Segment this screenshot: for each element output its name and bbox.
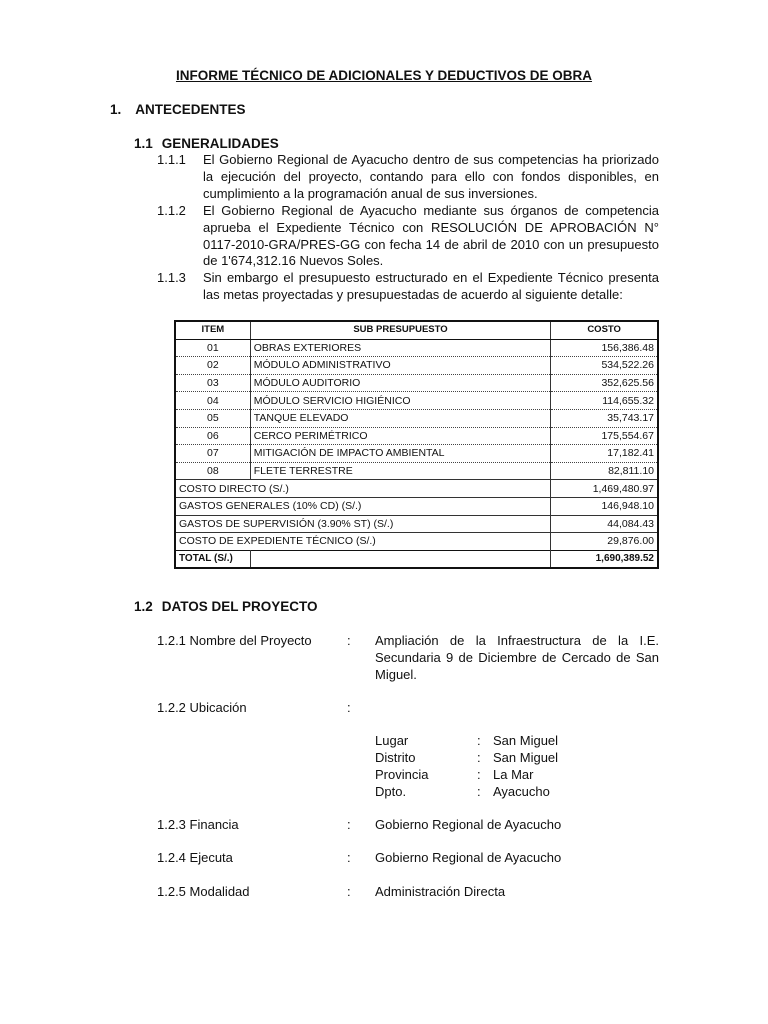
total-blank (250, 550, 551, 568)
total-row (175, 550, 658, 568)
row-colon: : (347, 884, 351, 899)
paragraph-number: 1.1.2 (157, 203, 186, 218)
summary-label: GASTOS DE SUPERVISIÓN (3.90% ST) (S/.) (175, 515, 551, 533)
row-colon: : (347, 700, 351, 715)
row-value: Gobierno Regional de Ayacucho (375, 817, 562, 832)
summary-cost: 44,084.43 (551, 515, 658, 533)
location-colon: : (477, 784, 481, 799)
cell-item: 05 (175, 409, 250, 427)
row-label: 1.2.5 Modalidad (157, 884, 250, 899)
table-header-row (175, 321, 658, 339)
location-key: Provincia (375, 767, 429, 782)
location-value: La Mar (493, 767, 534, 782)
location-value: Ayacucho (493, 784, 550, 799)
row-value: Ampliación de la Infraestructura de la I.E. Secundaria 9 de Diciembre de Cercado de San Miguel. (375, 633, 659, 682)
location-value: San Miguel (493, 750, 559, 765)
location-colon: : (477, 733, 481, 748)
paragraph-text: El Gobierno Regional de Ayacucho dentro de sus competencias ha priorizado la ejecución del proyecto, contando para ello con fondos disponibles, en cumplimiento a la programación anual de sus inversiones. (203, 152, 659, 201)
table-row (175, 339, 658, 357)
cell-item: 03 (175, 374, 250, 392)
cell-item: 06 (175, 427, 250, 445)
location-key: Distrito (375, 750, 416, 765)
summary-cost: 1,469,480.97 (551, 480, 658, 498)
row-label: 1.2.2 Ubicación (157, 700, 247, 715)
section-heading-antecedentes (110, 102, 246, 117)
row-label: 1.2.1 Nombre del Proyecto (157, 633, 312, 648)
cell-desc: MITIGACIÓN DE IMPACTO AMBIENTAL (250, 445, 551, 463)
cell-desc: TANQUE ELEVADO (250, 409, 551, 427)
cell-desc: MÓDULO SERVICIO HIGIÉNICO (250, 392, 551, 410)
paragraph-number: 1.1.3 (157, 270, 186, 285)
location-key: Lugar (375, 733, 409, 748)
cell-cost: 175,554.67 (551, 427, 658, 445)
total-cost: 1,690,389.52 (551, 550, 658, 568)
cell-desc: CERCO PERIMÉTRICO (250, 427, 551, 445)
subsection-number: 1.1 (134, 136, 153, 151)
cell-desc: MÓDULO ADMINISTRATIVO (250, 357, 551, 375)
row-label: 1.2.3 Financia (157, 817, 239, 832)
location-colon: : (477, 750, 481, 765)
cell-cost: 534,522.26 (551, 357, 658, 375)
section-number: 1. (110, 102, 122, 117)
table-row (175, 409, 658, 427)
cell-cost: 352,625.56 (551, 374, 658, 392)
cell-cost: 156,386.48 (551, 339, 658, 357)
cell-desc: OBRAS EXTERIORES (250, 339, 551, 357)
row-value: Administración Directa (375, 884, 506, 899)
cell-desc: FLETE TERRESTRE (250, 462, 551, 480)
summary-cost: 146,948.10 (551, 497, 658, 515)
cell-item: 04 (175, 392, 250, 410)
budget-table (174, 320, 659, 569)
table-row (175, 357, 658, 375)
subsection-number: 1.2 (134, 599, 153, 614)
cell-desc: MÓDULO AUDITORIO (250, 374, 551, 392)
summary-label: GASTOS GENERALES (10% CD) (S/.) (175, 497, 551, 515)
table-row (175, 374, 658, 392)
subsection-heading-datos-proyecto (134, 599, 318, 614)
subsection-title: DATOS DEL PROYECTO (161, 599, 318, 614)
table-row (175, 462, 658, 480)
paragraph-text: Sin embargo el presupuesto estructurado en el Expediente Técnico presenta las metas proyectadas y presupuestadas de acuerdo al siguiente detalle: (203, 270, 659, 302)
table-row (175, 445, 658, 463)
header-item: ITEM (175, 321, 250, 339)
cell-item: 02 (175, 357, 250, 375)
cell-cost: 82,811.10 (551, 462, 658, 480)
paragraph-1-1-3 (157, 270, 659, 304)
row-colon: : (347, 817, 351, 832)
summary-row (175, 497, 658, 515)
cell-item: 07 (175, 445, 250, 463)
paragraph-number: 1.1.1 (157, 152, 186, 167)
row-colon: : (347, 850, 351, 865)
summary-cost: 29,876.00 (551, 533, 658, 551)
cell-item: 01 (175, 339, 250, 357)
location-colon: : (477, 767, 481, 782)
row-label: 1.2.4 Ejecuta (157, 850, 233, 865)
subsection-title: GENERALIDADES (161, 136, 279, 151)
location-value: San Miguel (493, 733, 559, 748)
header-costo: COSTO (551, 321, 658, 339)
summary-label: COSTO DE EXPEDIENTE TÉCNICO (S/.) (175, 533, 551, 551)
document-title: INFORME TÉCNICO DE ADICIONALES Y DEDUCTIVOS DE OBRA (175, 68, 593, 83)
subsection-heading-generalidades (134, 136, 279, 151)
table-row (175, 392, 658, 410)
cell-cost: 35,743.17 (551, 409, 658, 427)
location-key: Dpto. (375, 784, 407, 799)
row-colon: : (347, 633, 351, 648)
header-sub-presupuesto: SUB PRESUPUESTO (250, 321, 551, 339)
paragraph-1-1-2 (157, 203, 659, 270)
summary-label: COSTO DIRECTO (S/.) (175, 480, 551, 498)
paragraph-text: El Gobierno Regional de Ayacucho mediante sus órganos de competencia aprueba el Expediente Técnico con RESOLUCIÓN DE APROBACIÓN N° 0117-2010-GRA/PRES-GG con fecha 14 de abril de 2010 con un presupuesto de 1'674,312.16 Nuevos Soles. (203, 203, 659, 269)
summary-row (175, 480, 658, 498)
total-label: TOTAL (S/.) (175, 550, 250, 568)
cell-item: 08 (175, 462, 250, 480)
summary-row (175, 515, 658, 533)
row-value: Gobierno Regional de Ayacucho (375, 850, 562, 865)
table-row (175, 427, 658, 445)
paragraph-1-1-1 (157, 152, 659, 202)
summary-row (175, 533, 658, 551)
cell-cost: 114,655.32 (551, 392, 658, 410)
section-title: ANTECEDENTES (135, 102, 246, 117)
cell-cost: 17,182.41 (551, 445, 658, 463)
